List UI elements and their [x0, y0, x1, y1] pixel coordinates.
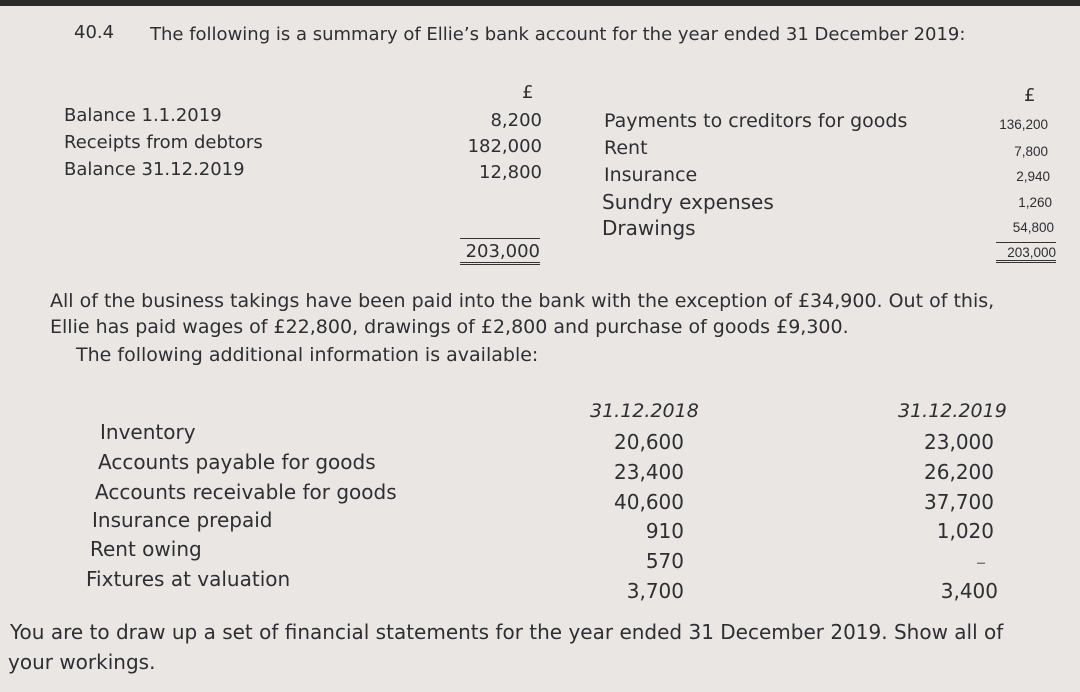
info-row-label: Fixtures at valuation	[86, 567, 291, 591]
info-value-2018: 910	[645, 519, 684, 543]
info-value-2019: 26,200	[924, 460, 994, 484]
info-col-header: 31.12.2019	[898, 400, 1007, 422]
bank-left-amount: 182,000	[467, 136, 542, 157]
paragraph-line: All of the business takings have been paid into the bank with the exception of £34,900. Out of this,	[50, 290, 995, 312]
question-intro: The following is a summary of Ellie’s bank account for the year ended 31 December 2019:	[150, 24, 966, 45]
info-value-2019: 37,700	[924, 490, 994, 514]
info-row-label: Rent owing	[90, 537, 202, 561]
info-row-label: Accounts payable for goods	[98, 450, 376, 474]
bank-right-total: 203,000	[996, 242, 1056, 263]
paragraph-line: The following additional information is available:	[76, 344, 539, 366]
info-value-2018: 3,700	[626, 579, 684, 603]
info-value-2018: 570	[645, 549, 684, 573]
instruction-line: your workings.	[8, 650, 156, 674]
info-value-2019: –	[976, 550, 986, 574]
info-row-label: Accounts receivable for goods	[95, 480, 397, 504]
info-value-2019: 3,400	[940, 579, 998, 603]
bank-left-amount: 12,800	[479, 162, 542, 183]
info-row-label: Inventory	[100, 420, 196, 444]
instruction-line: You are to draw up a set of financial statements for the year ended 31 December 2019. Show all of	[10, 620, 1004, 644]
info-value-2019: 23,000	[924, 430, 994, 454]
info-value-2018: 40,600	[614, 490, 684, 514]
bank-left-amount: 8,200	[490, 110, 542, 131]
bank-right-label: Sundry expenses	[602, 190, 774, 214]
top-edge	[0, 0, 1080, 6]
bank-left-total: 203,000	[460, 238, 540, 265]
bank-right-amount: 7,800	[1014, 144, 1048, 159]
bank-right-amount: 2,940	[1016, 169, 1050, 184]
info-value-2018: 23,400	[614, 460, 684, 484]
bank-right-amount: 136,200	[999, 117, 1048, 132]
info-value-2019: 1,020	[936, 519, 994, 543]
bank-right-label: Payments to creditors for goods	[604, 110, 908, 132]
question-number: 40.4	[74, 22, 115, 43]
bank-right-amount: 54,800	[1012, 220, 1054, 235]
currency-symbol-right: £	[1024, 85, 1036, 106]
bank-right-amount: 1,260	[1018, 195, 1052, 210]
info-col-header: 31.12.2018	[590, 400, 699, 422]
bank-left-label: Balance 31.12.2019	[64, 159, 245, 180]
bank-left-label: Receipts from debtors	[64, 132, 263, 153]
bank-right-label: Insurance	[604, 164, 698, 186]
paragraph-line: Ellie has paid wages of £22,800, drawings of £2,800 and purchase of goods £9,300.	[50, 316, 849, 338]
currency-symbol-left: £	[522, 82, 534, 103]
bank-left-label: Balance 1.1.2019	[64, 105, 222, 126]
info-row-label: Insurance prepaid	[92, 508, 273, 532]
info-value-2018: 20,600	[614, 430, 684, 454]
bank-right-label: Rent	[604, 137, 648, 159]
bank-right-label: Drawings	[602, 216, 696, 240]
